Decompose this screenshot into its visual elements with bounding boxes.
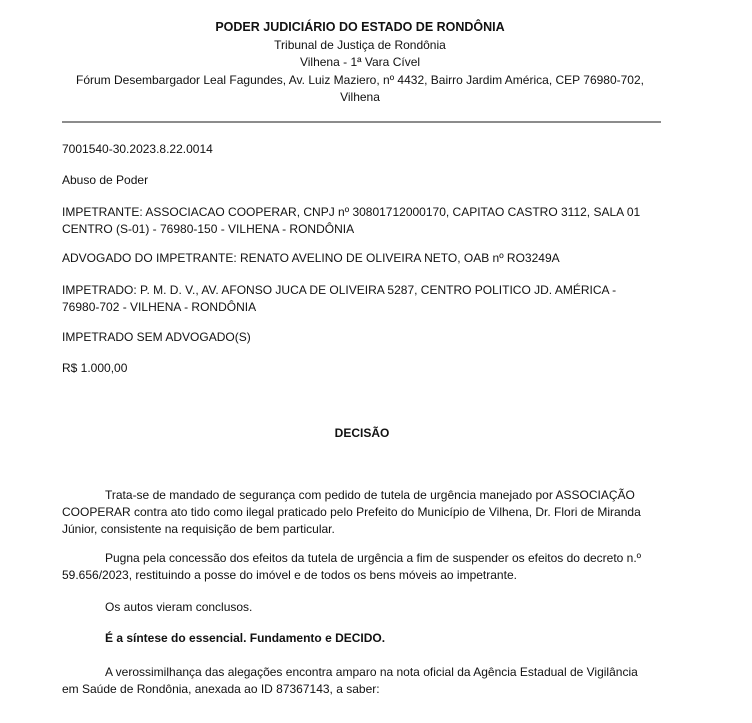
paragraph-1-line1: Trata-se de mandado de segurança com pedido de tutela de urgência manejado por ASSOCIAÇÃO [105, 488, 635, 502]
impetrado [62, 282, 662, 316]
impetrante-line2: CENTRO (S-01) - 76980-150 - VILHENA - RONDÔNIA [62, 222, 355, 236]
impetrante [62, 204, 662, 238]
decision-title: DECISÃO [334, 426, 390, 440]
impetrado-sem-advogado: IMPETRADO SEM ADVOGADO(S) [62, 330, 251, 344]
vara-name: Vilhena - 1ª Vara Cível [299, 55, 421, 69]
impetrante-line1: IMPETRANTE: ASSOCIACAO COOPERAR, CNPJ nº 30801712000170, CAPITAO CASTRO 3112, SALA 01 [62, 205, 641, 219]
paragraph-5-line1: A verossimilhança das alegações encontra amparo na nota oficial da Agência Estadual de Vigilância [105, 665, 638, 679]
header-divider [62, 121, 661, 123]
court-name: PODER JUDICIÁRIO DO ESTADO DE RONDÔNIA [215, 20, 505, 34]
tribunal-name: Tribunal de Justiça de Rondônia [274, 37, 446, 52]
case-subject: Abuso de Poder [62, 173, 149, 187]
paragraph-2-line2: 59.656/2023, restituindo a posse do imóvel e de todos os bens móveis ao impetrante. [62, 568, 517, 582]
paragraph-5 [62, 664, 662, 698]
paragraph-5-line2: em Saúde de Rondônia, anexada ao ID 87367143, a saber: [62, 682, 380, 696]
impetrado-line2: 76980-702 - VILHENA - RONDÔNIA [62, 300, 257, 314]
case-value: R$ 1.000,00 [62, 361, 128, 375]
case-number: 7001540-30.2023.8.22.0014 [62, 142, 213, 156]
forum-address-line2: Vilhena [340, 90, 380, 104]
paragraph-4: É a síntese do essencial. Fundamento e DECIDO. [105, 631, 386, 645]
paragraph-1-line2: COOPERAR contra ato tido como ilegal praticado pelo Prefeito do Município de Vilhena, Dr. Flori de Miranda [62, 505, 641, 519]
paragraph-2-line1: Pugna pela concessão dos efeitos da tutela de urgência a fim de suspender os efeitos do decreto n.º [105, 551, 642, 565]
impetrado-line1: IMPETRADO: P. M. D. V., AV. AFONSO JUCA DE OLIVEIRA 5287, CENTRO POLITICO JD. AMÉRICA - [62, 283, 617, 297]
advogado-impetrante: ADVOGADO DO IMPETRANTE: RENATO AVELINO DE OLIVEIRA NETO, OAB nº RO3249A [62, 251, 560, 265]
paragraph-1-line3: Júnior, consistente na requisição de bem particular. [62, 522, 335, 536]
document-header [40, 19, 680, 107]
paragraph-2 [62, 550, 662, 584]
forum-address-line1: Fórum Desembargador Leal Fagundes, Av. Luiz Maziero, nº 4432, Bairro Jardim América, CEP 76980-702, [75, 72, 644, 87]
paragraph-3: Os autos vieram conclusos. [105, 600, 253, 614]
paragraph-1 [62, 487, 662, 538]
